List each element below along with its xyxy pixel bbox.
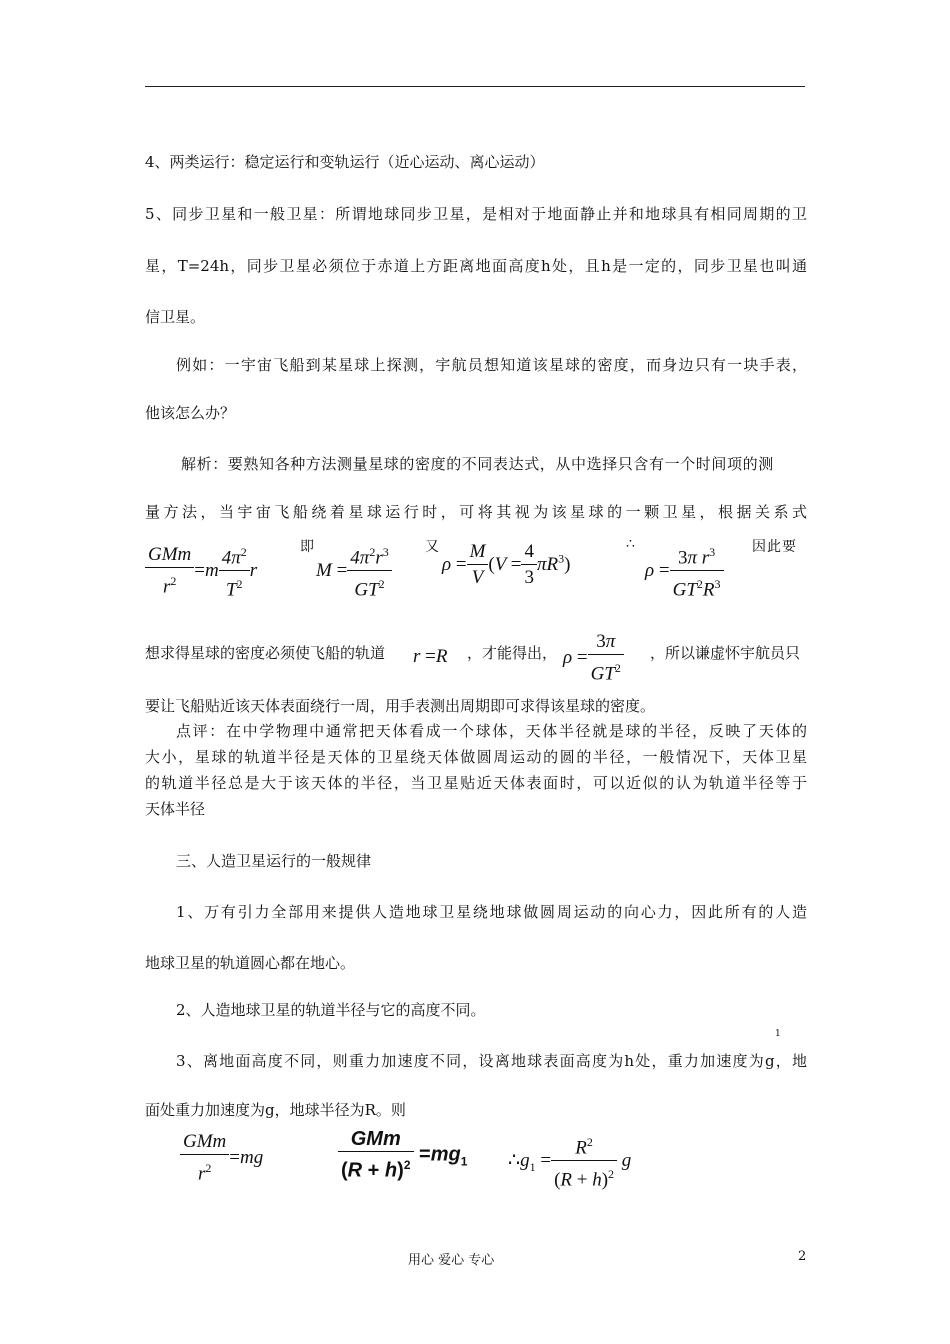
paragraph-line: 5、同步卫星和一般卫星：所谓地球同步卫星，是相对于地面静止并和地球具有相同周期的卫 <box>145 205 807 223</box>
formula-density-final: ρ = $\frac{3\pi}{GT^2}$ <box>563 630 624 687</box>
paragraph-line: 例如：一宇宙飞船到某星球上探测，宇航员想知道该星球的密度，而身边只有一块手表， <box>176 356 807 374</box>
paragraph-line: 大小，星球的轨道半径是天体的卫星绕天体做圆周运动的圆的半径，一般情况下，天体卫星 <box>145 748 807 766</box>
paragraph-line: 天体半径 <box>145 800 206 818</box>
formula-gravity: $\frac{\text{GMm}}{r^2}$ =m $\frac{4\pi^2}{T^2}$ r <box>145 540 257 604</box>
paragraph-line: ，所以谦虚怀宇航员只 <box>650 644 801 662</box>
paragraph-line: 星，T=24h，同步卫星必须位于赤道上方距离地面高度h处，且h是一定的，同步卫星也叫通 <box>145 257 807 275</box>
section-heading: 三、人造卫星运行的一般规律 <box>176 852 372 870</box>
small-mark: 1 <box>775 1029 781 1039</box>
paragraph-line: 想求得星球的密度必须使飞船的轨道 <box>145 644 386 662</box>
paragraph-line: 信卫星。 <box>145 308 206 326</box>
formula-height-gravity: $\frac{\text{GMm}}{(R + h)^2}$ $=mg_1$ <box>338 1127 467 1184</box>
formula-surface-gravity: $\frac{\text{GMm}}{r^2}$ =mg <box>180 1130 263 1187</box>
formula-g1: $\therefore g_1$ = $\frac{R^2}{(R + h)^2}$ g <box>508 1130 631 1194</box>
paragraph-line: ，才能得出， <box>467 644 558 662</box>
formula-density-result: ρ = $\frac{3\pi r^3}{GT^2R^3}$ <box>645 540 724 604</box>
formula-mass: M = $\frac{4\pi^2r^3}{GT^2}$ <box>316 540 392 604</box>
paragraph-line: 2、人造地球卫星的轨道半径与它的高度不同。 <box>176 1001 486 1019</box>
paragraph-line: 1、万有引力全部用来提供人造地球卫星绕地球做圆周运动的向心力，因此所有的人造 <box>176 903 807 921</box>
word-you: 又 <box>425 539 439 555</box>
word-yinciyao: 因此要 <box>752 539 797 555</box>
word-ji: 即 <box>300 539 314 555</box>
paragraph-line: 面处重力加速度为g，地球半径为R。则 <box>145 1101 406 1119</box>
footer-slogan: 用心 爱心 专心 <box>408 1253 495 1268</box>
paragraph-line: 要让飞船贴近该天体表面绕行一周，用手表测出周期即可求得该星球的密度。 <box>145 697 656 715</box>
paragraph-line: 点评：在中学物理中通常把天体看成一个球体，天体半径就是球的半径，反映了天体的 <box>176 722 807 740</box>
header-rule <box>145 86 805 87</box>
paragraph-line: 量方法，当宇宙飞船绕着星球运行时，可将其视为该星球的一颗卫星，根据关系式 <box>145 503 807 521</box>
paragraph-line: 地球卫星的轨道圆心都在地心。 <box>145 954 356 972</box>
paragraph-line: 解析：要熟知各种方法测量星球的密度的不同表达式，从中选择只含有一个时间项的测 <box>181 455 774 473</box>
paragraph-line: 3、离地面高度不同，则重力加速度不同，设离地球表面高度为h处，重力加速度为g，地 <box>176 1052 807 1070</box>
page-number: 2 <box>798 1249 807 1264</box>
paragraph-line: 4、两类运行：稳定运行和变轨运行（近心运动、离心运动） <box>145 153 545 171</box>
paragraph-line: 的轨道半径总是大于该天体的半径，当卫星贴近天体表面时，可以近似的认为轨道半径等于 <box>145 774 807 792</box>
paragraph-line: 他该怎么办？ <box>145 404 236 422</box>
formula-r-equals-R: r =R <box>413 646 448 667</box>
formula-density-def: ρ = $\frac{M}{V}$ (V = $\frac{4}{3}$ $\pi R^3$) <box>442 541 571 588</box>
word-therefore: ∴ <box>626 536 635 552</box>
